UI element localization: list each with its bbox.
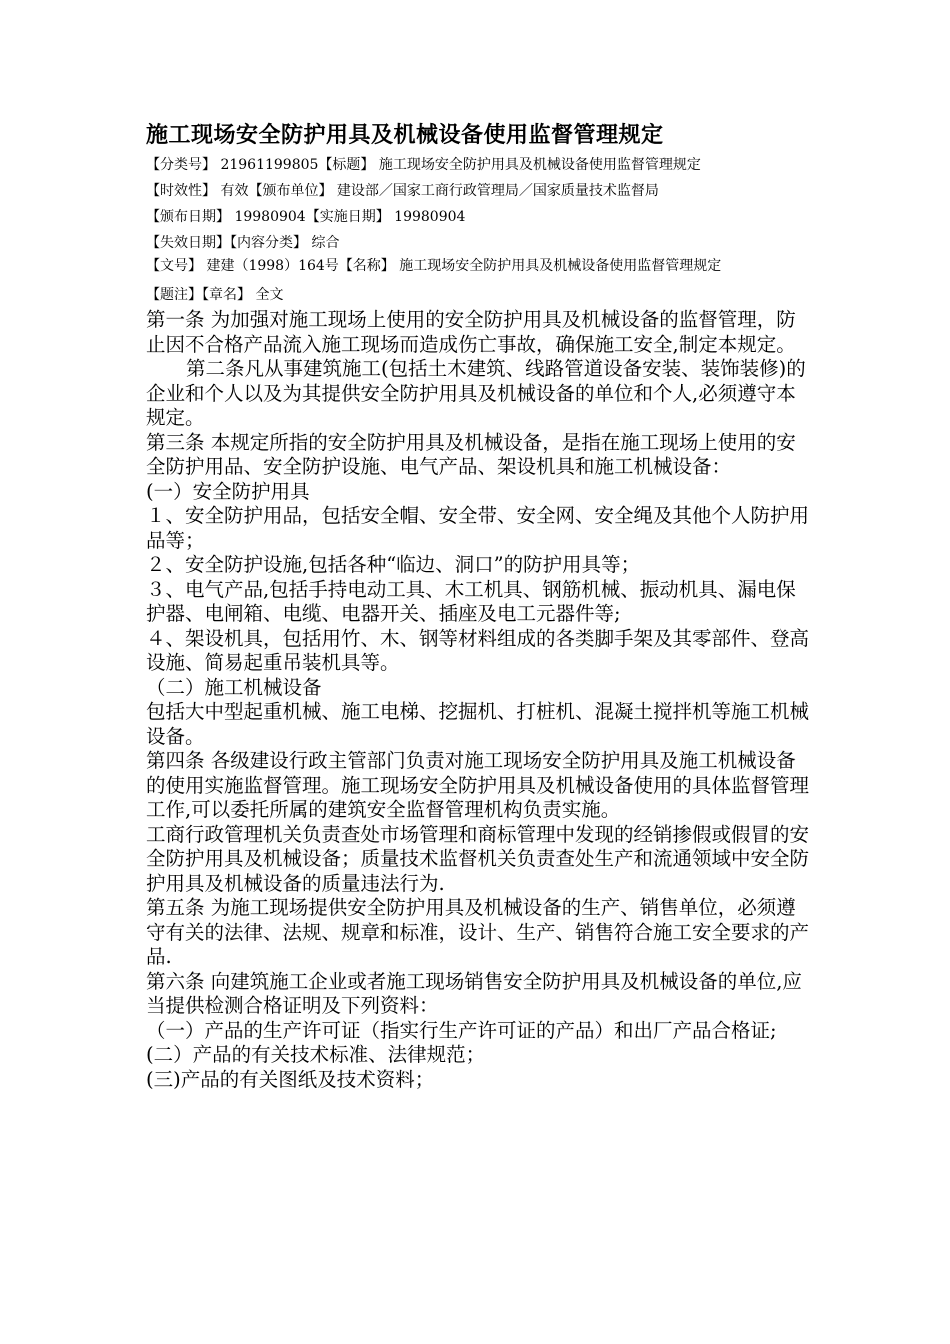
document-title: 施工现场安全防护用具及机械设备使用监督管理规定 <box>146 122 664 148</box>
article-1: 第一条 为加强对施工现场上使用的安全防护用具及机械设备的监督管理，防止因不合格产品流入施工现场而造成伤亡事故，确保施工安全,制定本规定。 <box>146 308 796 356</box>
machinery-description: 包括大中型起重机械、施工电梯、挖掘机、打桩机、混凝土搅拌机等施工机械设备。 <box>146 700 810 748</box>
section-heading-protective-gear: (一）安全防护用具 <box>146 479 310 503</box>
list-item: （一）产品的生产许可证（指实行生产许可证的产品）和出厂产品合格证; <box>146 1018 777 1042</box>
meta-line-dates: 【颁布日期】 19980904【实施日期】 19980904 <box>146 209 466 225</box>
meta-line-content-type: 【失效日期】【内容分类】 综合 <box>146 235 340 251</box>
list-item: (二）产品的有关技术标准、法律规范； <box>146 1043 486 1066</box>
document-body <box>146 308 814 1092</box>
meta-line-validity: 【时效性】 有效【颁布单位】 建设部／国家工商行政管理局／国家质量技术监督局 <box>146 183 659 199</box>
article-4: 第四条 各级建设行政主管部门负责对施工现场安全防护用具及施工机械设备的使用实施监督管理。施工现场安全防护用具及机械设备使用的具体监督管理工作,可以委托所属的建筑安全监督管理机构负责实施。 <box>146 749 810 821</box>
meta-line-doc-number: 【文号】 建建（1998）164号【名称】 施工现场安全防护用具及机械设备使用监督管理规定 <box>146 258 722 274</box>
list-item: １、安全防护用品，包括安全帽、安全带、安全网、安全绳及其他个人防护用品等； <box>146 504 810 552</box>
article-5: 第五条 为施工现场提供安全防护用具及机械设备的生产、销售单位，必须遵守有关的法律、法规、规章和标准，设计、生产、销售符合施工安全要求的产品. <box>146 896 810 968</box>
list-item: ３、电气产品,包括手持电动工具、木工机具、钢筋机械、振动机具、漏电保护器、电闸箱、电缆、电器开关、插座及电工元器件等; <box>146 577 796 625</box>
list-item: ４、架设机具，包括用竹、木、钢等材料组成的各类脚手架及其零部件、登高设施、简易起重吊装机具等。 <box>146 626 810 674</box>
list-item: ２、安全防护设施,包括各种“临边、洞口”的防护用具等； <box>146 553 641 576</box>
list-item: (三)产品的有关图纸及技术资料； <box>146 1067 435 1091</box>
article-6: 第六条 向建筑施工企业或者施工现场销售安全防护用具及机械设备的单位,应当提供检测合格证明及下列资料： <box>146 969 802 1017</box>
section-heading-machinery: （二）施工机械设备 <box>146 675 322 699</box>
document-page <box>146 118 814 1092</box>
article-2: 第二条凡从事建筑施工(包括土木建筑、线路管道设备安装、装饰装修)的企业和个人以及为其提供安全防护用具及机械设备的单位和个人,必须遵守本规定。 <box>146 357 806 429</box>
article-4-paragraph-2: 工商行政管理机关负责查处市场管理和商标管理中发现的经销掺假或假冒的安全防护用具及机械设备；质量技术监督机关负责查处生产和流通领域中安全防护用具及机械设备的质量违法行为. <box>146 822 810 895</box>
meta-line-category: 【分类号】 21961199805【标题】 施工现场安全防护用具及机械设备使用监督管理规定 <box>146 157 701 173</box>
article-3: 第三条 本规定所指的安全防护用具及机械设备，是指在施工现场上使用的安全防护用品、安全防护设施、电气产品、架设机具和施工机械设备： <box>146 430 796 478</box>
meta-line-chapter: 【题注】【章名】 全文 <box>146 287 284 303</box>
document-metadata <box>146 152 814 308</box>
